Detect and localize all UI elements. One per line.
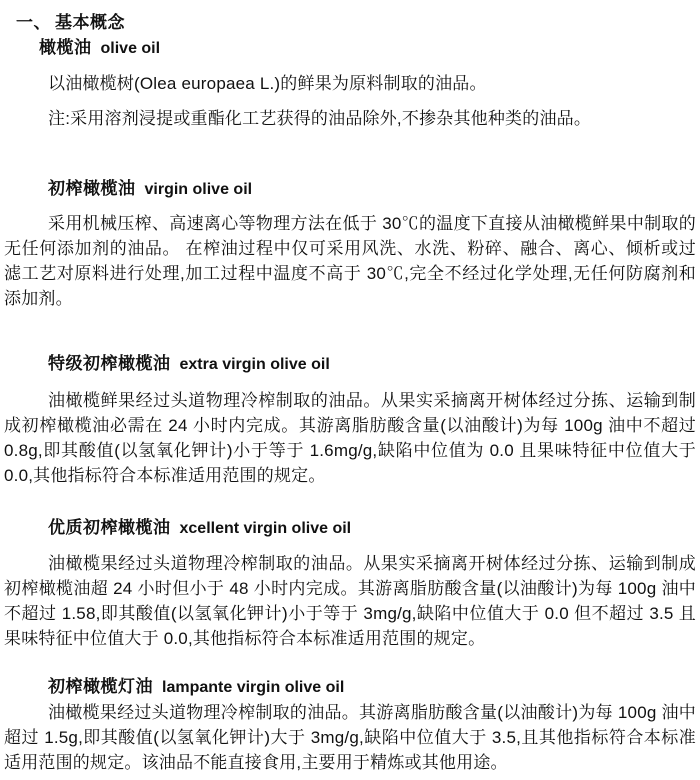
term-english: xcellent virgin olive oil	[179, 520, 352, 537]
term-heading-virgin-olive-oil	[48, 176, 696, 202]
term-heading-xcellent-virgin-olive-oil	[48, 515, 696, 541]
section-heading	[16, 10, 696, 35]
term-english: olive oil	[100, 40, 161, 57]
term-heading-olive-oil	[39, 35, 696, 61]
section-title: 基本概念	[55, 13, 125, 32]
term-label: 初榨橄榄灯油	[48, 677, 153, 696]
term-heading-lampante-virgin-olive-oil	[48, 674, 696, 700]
term-english: virgin olive oil	[144, 181, 253, 198]
term-label: 优质初榨橄榄油	[48, 518, 171, 537]
term-label: 初榨橄榄油	[48, 179, 136, 198]
definition-paragraph: 油橄榄鲜果经过头道物理冷榨制取的油品。从果实采摘离开树体经过分拣、运输到制成初榨橄榄油必需在 24 小时内完成。其游离脂肪酸含量(以油酸计)为每 100g 油中不超过 0.8g,即其酸值(以氢氧化钾计)小于等于 1.6mg/g,缺陷中位值为 0.0 且果味特征中位值大于 0.0,其他指标符合本标准适用范围的规定。	[4, 391, 696, 485]
definition-note-paragraph: 注:采用溶剂浸提或重酯化工艺获得的油品除外,不掺杂其他种类的油品。	[48, 109, 592, 128]
definition-paragraph: 采用机械压榨、高速离心等物理方法在低于 30℃的温度下直接从油橄榄鲜果中制取的无任何添加剂的油品。 在榨油过程中仅可采用风洗、水洗、粉碎、融合、离心、倾析或过滤工艺对原料进行处理,加工过程中温度不高于 30℃,完全不经过化学处理,无任何防腐剂和添加剂。	[4, 214, 696, 308]
term-heading-extra-virgin-olive-oil	[48, 351, 696, 377]
definition-paragraph: 油橄榄果经过头道物理冷榨制取的油品。从果实采摘离开树体经过分拣、运输到制成初榨橄榄油超 24 小时但小于 48 小时内完成。其游离脂肪酸含量(以油酸计)为每 100g 油中不超过 1.58,即其酸值(以氢氧化钾计)小于等于 3mg/g,缺陷中位值大于 0.0 但不超过 3.5 且果味特征中位值大于 0.0,其他指标符合本标准适用范围的规定。	[4, 554, 696, 648]
term-english: extra virgin olive oil	[179, 356, 330, 373]
term-english: lampante virgin olive oil	[162, 679, 345, 696]
term-label: 特级初榨橄榄油	[48, 354, 171, 373]
section-number: 一、	[16, 13, 51, 32]
definition-paragraph: 油橄榄果经过头道物理冷榨制取的油品。其游离脂肪酸含量(以油酸计)为每 100g 油中超过 1.5g,即其酸值(以氢氧化钾计)大于 3mg/g,缺陷中位值大于 3.5,且其他指标符合本标准适用范围的规定。该油品不能直接食用,主要用于精炼或其他用途。	[4, 703, 696, 772]
term-label: 橄榄油	[39, 38, 92, 57]
definition-paragraph: 以油橄榄树(Olea europaea L.)的鲜果为原料制取的油品。	[48, 74, 487, 93]
